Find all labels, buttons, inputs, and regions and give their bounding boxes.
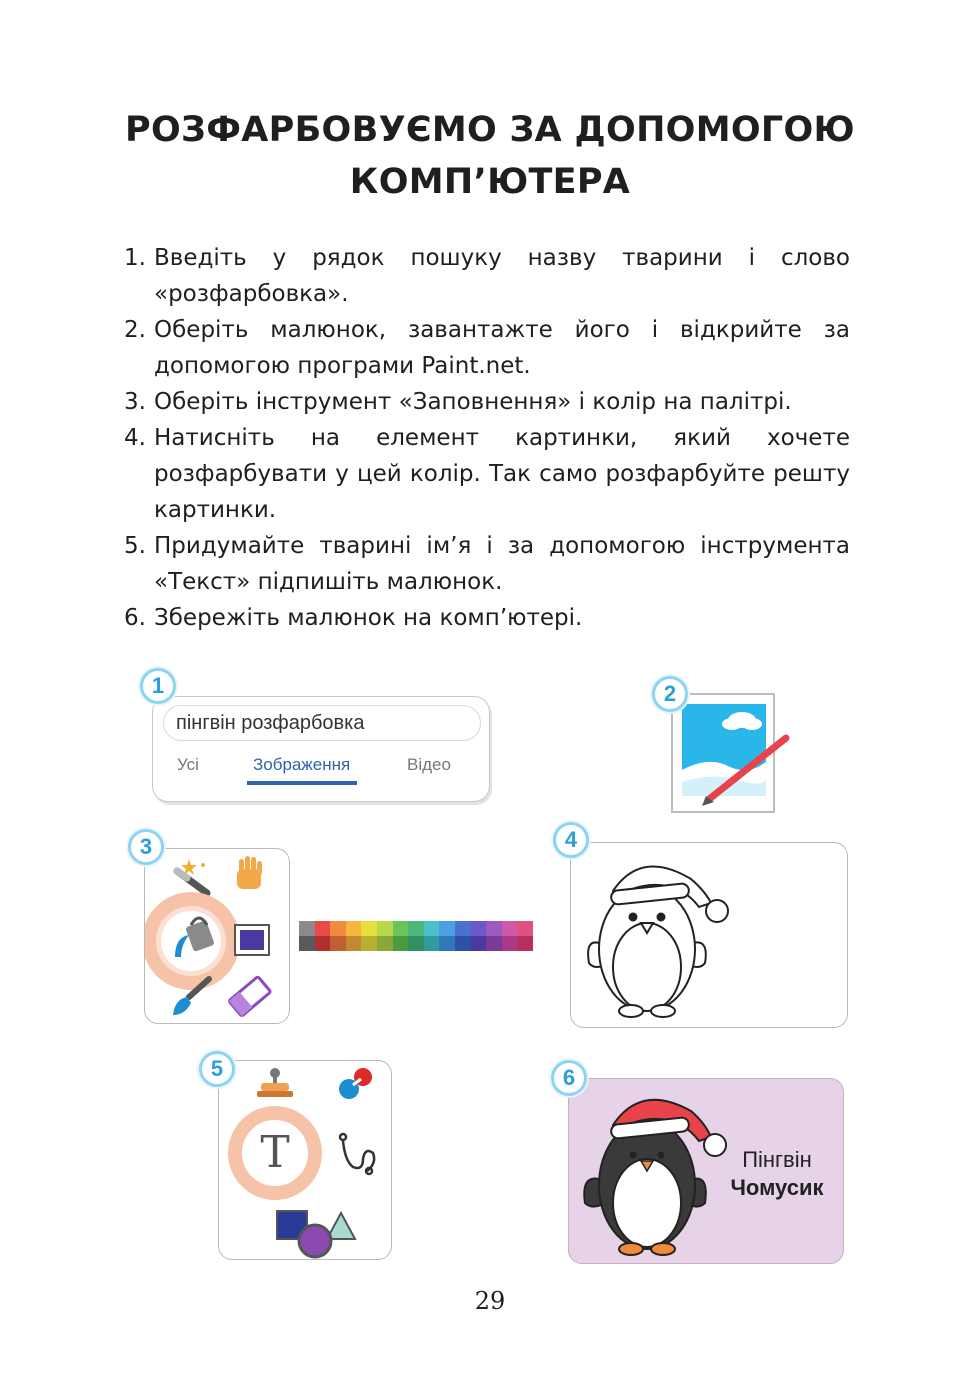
image-edit-icon [668,690,798,816]
penguin-outline-icon [571,843,849,1029]
text-tool-icon[interactable]: T [260,1127,290,1178]
palette-swatch[interactable] [346,921,362,936]
palette-swatch[interactable] [408,936,424,951]
palette-swatch[interactable] [299,921,315,936]
tab-all[interactable]: Усі [177,755,199,774]
palette-swatch[interactable] [471,936,487,951]
palette-swatch[interactable] [315,921,331,936]
palette-swatch[interactable] [486,921,502,936]
palette-swatch[interactable] [455,921,471,936]
palette-swatch[interactable] [393,936,409,951]
palette-swatch[interactable] [315,936,331,951]
palette-swatch[interactable] [393,921,409,936]
palette-swatch[interactable] [517,921,533,936]
list-item: 1. Введіть у рядок пошуку назву тварини і слово «розфарбовка». [124,245,850,307]
penguin-name-caption [722,1146,832,1202]
palette-swatch[interactable] [517,936,533,951]
palette-swatch[interactable] [424,936,440,951]
palette-swatch[interactable] [346,936,362,951]
search-illustration [152,696,490,802]
palette-swatch[interactable] [439,936,455,951]
active-tab-indicator [247,781,357,785]
palette-swatch[interactable] [502,936,518,951]
step-badge-1: 1 [140,668,176,704]
list-item: 4. Натисніть на елемент картинки, який хочете розфарбувати у цей колір. Так само розфарбуйте решту картинки. [124,425,850,523]
palette-swatch[interactable] [361,936,377,951]
tools-panel [144,848,290,1024]
palette-swatch[interactable] [455,936,471,951]
palette-swatch[interactable] [408,921,424,936]
stamp-icon [257,1068,293,1097]
caption-line-1: Пінгвін [742,1147,812,1172]
title-line-1: РОЗФАРБОВУЄМО ЗА ДОПОМОГОЮ [125,110,855,150]
tab-images[interactable]: Зображення [253,755,351,774]
shapes-icon [277,1211,355,1257]
coloring-canvas [570,842,848,1028]
caption-line-2: Чомусик [730,1175,824,1200]
title-line-2: КОМП’ЮТЕРА [349,162,631,202]
palette-swatch[interactable] [439,921,455,936]
eraser-icon [229,976,271,1016]
curve-tool-icon [340,1134,374,1174]
magic-wand-icon [177,859,207,893]
page-number: 29 [474,1287,506,1315]
palette-swatch[interactable] [377,921,393,936]
step-badge-3: 3 [128,829,164,865]
palette-swatch[interactable] [330,936,346,951]
list-item: 5. Придумайте тварині ім’я і за допомогою інструмента «Текст» підпишіть малюнок. [124,533,850,595]
instruction-list [124,240,850,636]
step-badge-4: 4 [553,822,589,858]
palette-swatch[interactable] [330,921,346,936]
color-palette[interactable] [299,921,533,951]
list-item: 6. Збережіть малюнок на комп’ютері. [124,605,583,631]
step-badge-6: 6 [551,1060,587,1096]
step-badge-2: 2 [652,676,688,712]
palette-swatch[interactable] [361,921,377,936]
text-tools-panel [218,1060,392,1260]
page-title [0,104,980,208]
list-item: 2. Оберіть малюнок, завантажте його і відкрийте за допомогою програми Paint.net. [124,317,850,379]
step-badge-5: 5 [199,1051,235,1087]
palette-swatch[interactable] [486,936,502,951]
palette-swatch[interactable] [502,921,518,936]
palette-swatch[interactable] [299,936,315,951]
palette-swatch[interactable] [377,936,393,951]
tab-video[interactable]: Відео [407,755,451,774]
hand-icon [237,856,262,889]
search-input[interactable]: пінгвін розфарбовка [163,705,481,741]
palette-swatch[interactable] [471,921,487,936]
color-picker-icon [339,1068,372,1099]
palette-swatch[interactable] [424,921,440,936]
list-item: 3. Оберіть інструмент «Заповнення» і колір на палітрі. [124,389,792,415]
